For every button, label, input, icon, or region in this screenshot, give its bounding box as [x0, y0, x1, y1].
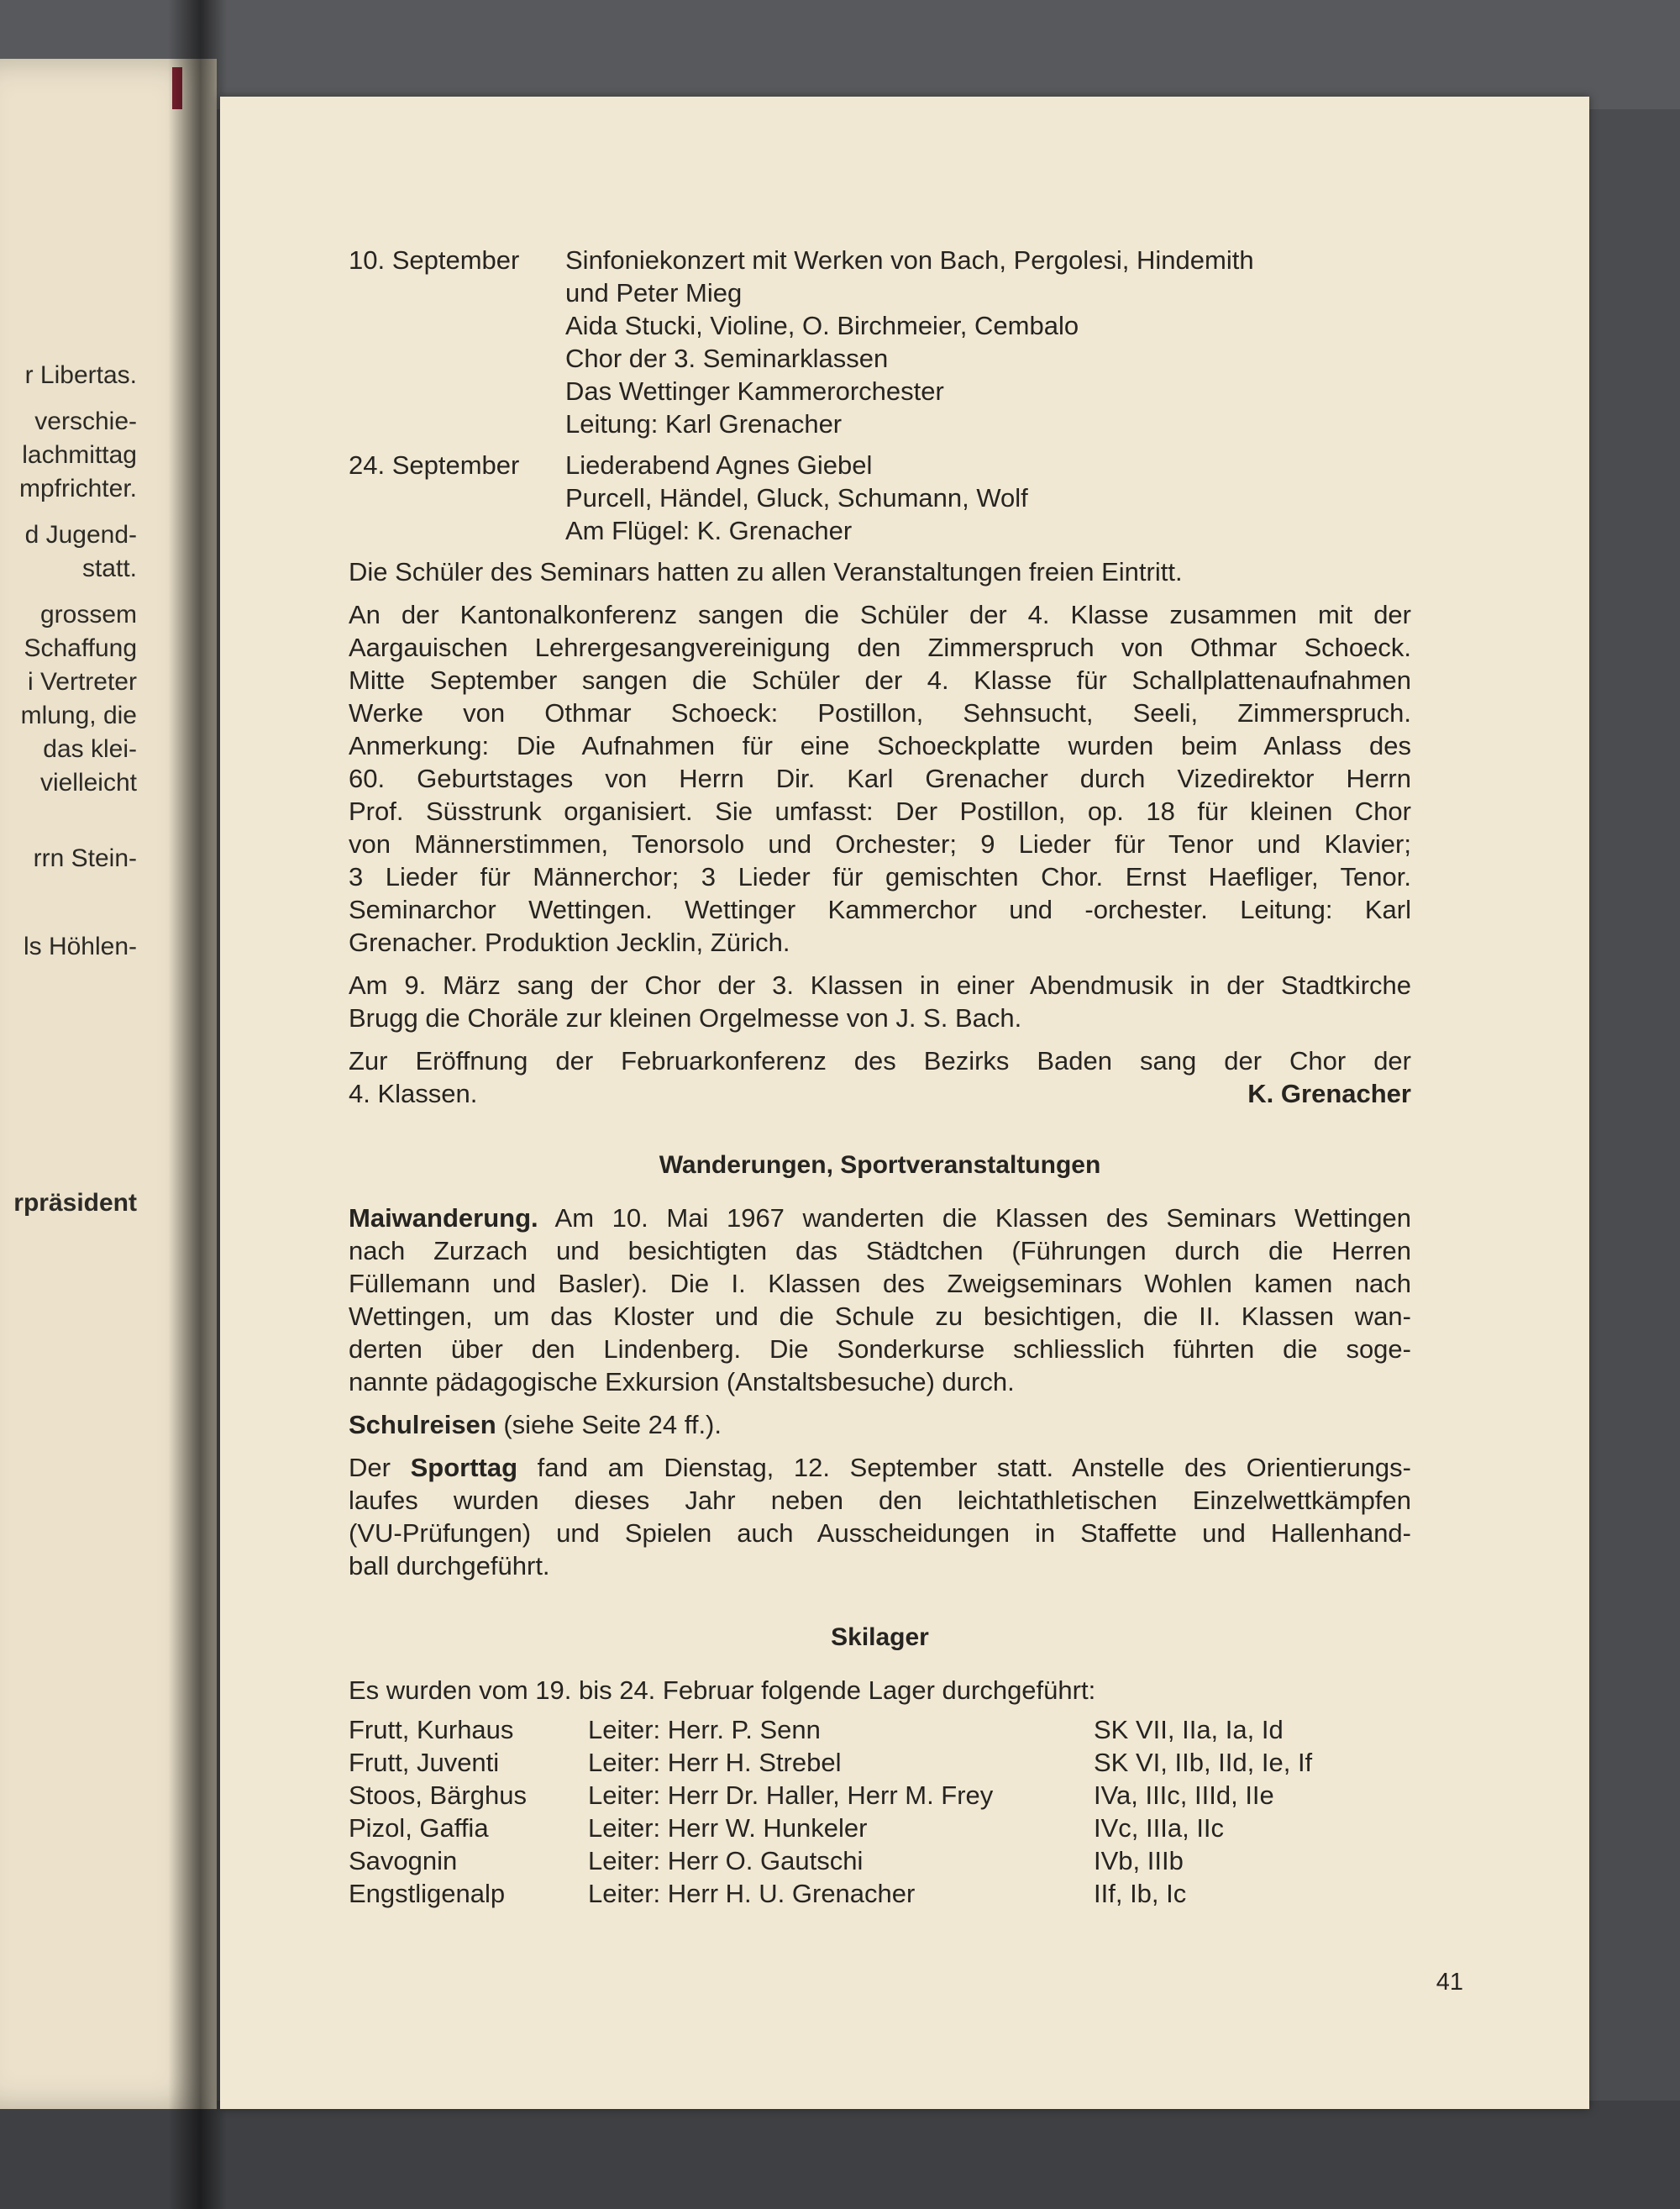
concert-line: Leitung: Karl Grenacher: [565, 409, 843, 439]
text-line: An der Kantonalkonferenz sangen die Schüler der 4. Klasse zusammen mit der: [349, 600, 1411, 629]
kantonalkonferenz-paragraph: [349, 598, 1411, 959]
text-line: Brugg die Choräle zur kleinen Orgelmesse von J. S. Bach.: [349, 1003, 1022, 1033]
camp-place: Pizol, Gaffia: [349, 1813, 489, 1843]
left-fragment: Schaffung: [24, 634, 137, 662]
sporttag-paragraph: [349, 1451, 1411, 1582]
camp-classes: IIf, Ib, Ic: [1094, 1879, 1187, 1908]
text-line: Anmerkung: Die Aufnahmen für eine Schoeckplatte wurden beim Anlass des: [349, 731, 1411, 760]
left-fragment-bold: rpräsident: [13, 1189, 137, 1217]
signature-line: [349, 1077, 1411, 1110]
left-fragment: das klei-: [43, 735, 137, 763]
text-line: Seminarchor Wettingen. Wettinger Kammerchor und -orchester. Leitung: Karl: [349, 895, 1411, 924]
concert-date: 24. September: [349, 450, 520, 480]
author-signature: K. Grenacher: [1247, 1079, 1411, 1108]
camp-classes: IVb, IIIb: [1094, 1846, 1184, 1875]
skilager-table: [349, 1713, 1411, 1910]
skilager-intro: Es wurden vom 19. bis 24. Februar folgende Lager durchgeführt:: [349, 1675, 1096, 1705]
text-line: 3 Lieder für Männerchor; 3 Lieder für gemischten Chor. Ernst Haefliger, Tenor.: [349, 862, 1411, 891]
text-fragment: fand am Dienstag, 12. September statt. Anstelle des Orientierungs-: [517, 1453, 1411, 1482]
text-line: nach Zurzach und besichtigten das Städtchen (Führungen durch die Herren: [349, 1236, 1411, 1265]
book-spine-shadow: [168, 0, 227, 2209]
concert-line: Das Wettinger Kammerorchester: [565, 376, 944, 406]
text-fragment: Am 10. Mai 1967 wanderten die Klassen des Seminars Wettingen: [538, 1203, 1411, 1233]
left-fragment: lachmittag: [22, 441, 137, 469]
concert-description: [565, 244, 1411, 440]
text-line: derten über den Lindenberg. Die Sonderkurse schliesslich führten die soge-: [349, 1334, 1411, 1364]
concert-line: Chor der 3. Seminarklassen: [565, 344, 889, 373]
main-page: [220, 97, 1589, 2109]
text-line: Werke von Othmar Schoeck: Postillon, Sehnsucht, Seeli, Zimmerspruch.: [349, 698, 1411, 728]
camp-leader: Leiter: Herr. P. Senn: [588, 1715, 821, 1744]
concert-entry: [349, 244, 1411, 440]
left-fragment: statt.: [81, 555, 137, 582]
camp-leader: Leiter: Herr H. Strebel: [588, 1748, 842, 1777]
camp-place: Engstligenalp: [349, 1879, 506, 1908]
text-line: [349, 1202, 1411, 1234]
text-line: nannte pädagogische Exkursion (Anstaltsbesuche) durch.: [349, 1367, 1015, 1396]
left-fragment: r Libertas.: [24, 361, 137, 389]
background-bottom: [0, 2101, 1680, 2209]
camp-leader: Leiter: Herr H. U. Grenacher: [588, 1879, 916, 1908]
text-line: Aargauischen Lehrergesangvereinigung den Zimmerspruch von Othmar Schoeck.: [349, 633, 1411, 662]
concert-line: und Peter Mieg: [565, 278, 743, 308]
camp-leader: Leiter: Herr Dr. Haller, Herr M. Frey: [588, 1780, 994, 1810]
text-line: [349, 1451, 1411, 1484]
sporttag-label: Sporttag: [410, 1453, 518, 1482]
concert-description: [565, 449, 1411, 547]
text-line: ball durchgeführt.: [349, 1551, 550, 1580]
camp-place: Frutt, Kurhaus: [349, 1715, 514, 1744]
camp-place: Stoos, Bärghus: [349, 1780, 527, 1810]
text-line: Prof. Süsstrunk organisiert. Sie umfasst: Der Postillon, op. 18 für kleinen Chor: [349, 797, 1411, 826]
maiwanderung-paragraph: [349, 1202, 1411, 1398]
concert-line: Purcell, Händel, Gluck, Schumann, Wolf: [565, 483, 1028, 513]
left-fragment: grossem: [39, 601, 137, 629]
concert-line: Liederabend Agnes Giebel: [565, 450, 873, 480]
text-fragment: Der: [349, 1453, 411, 1482]
concert-line: Am Flügel: K. Grenacher: [565, 516, 853, 545]
camp-classes: IVc, IIIa, IIc: [1094, 1813, 1225, 1843]
schulreisen-label: Schulreisen: [349, 1410, 496, 1439]
background-top: [0, 0, 1680, 109]
eroeffnung-paragraph: [349, 1044, 1411, 1110]
left-fragment: verschie-: [34, 408, 137, 435]
camp-leader: Leiter: Herr W. Hunkeler: [588, 1813, 868, 1843]
camp-classes: SK VII, IIa, Ia, Id: [1094, 1715, 1284, 1744]
concert-date: 10. September: [349, 245, 520, 275]
left-fragment: i Vertreter: [27, 668, 137, 696]
camp-classes: IVa, IIIc, IIId, IIe: [1094, 1780, 1274, 1810]
page-number: 41: [1436, 1969, 1463, 1996]
left-fragment: mpfrichter.: [18, 475, 137, 502]
text-line: laufes wurden dieses Jahr neben den leichtathletischen Einzelwettkämpfen: [349, 1486, 1411, 1515]
text-line: Mitte September sangen die Schüler der 4. Klasse für Schallplattenaufnahmen: [349, 665, 1411, 695]
text-line: Zur Eröffnung der Februarkonferenz des Bezirks Baden sang der Chor der: [349, 1046, 1411, 1076]
left-fragment: d Jugend-: [24, 521, 137, 549]
maiwanderung-label: Maiwanderung.: [349, 1203, 538, 1233]
maerz-paragraph: [349, 969, 1411, 1034]
page-content: [349, 244, 1411, 1910]
text-fragment: (siehe Seite 24 ff.).: [496, 1410, 722, 1439]
camp-classes: SK VI, IIb, IId, Ie, If: [1094, 1748, 1313, 1777]
left-fragment: vielleicht: [39, 769, 137, 797]
left-fragment: mlung, die: [20, 702, 137, 729]
text-line: Wettingen, um das Kloster und die Schule zu besichtigen, die II. Klassen wan-: [349, 1302, 1411, 1331]
text-line: 4. Klassen.: [349, 1079, 478, 1108]
section-heading-skilager: Skilager: [831, 1623, 929, 1651]
text-line: Grenacher. Produktion Jecklin, Zürich.: [349, 928, 790, 957]
camp-leader: Leiter: Herr O. Gautschi: [588, 1846, 864, 1875]
text-line: (VU-Prüfungen) und Spielen auch Ausscheidungen in Staffette und Hallenhand-: [349, 1518, 1411, 1548]
concert-line: Aida Stucki, Violine, O. Birchmeier, Cembalo: [565, 311, 1079, 340]
schulreisen-paragraph: [349, 1408, 1411, 1441]
section-heading-wanderungen: Wanderungen, Sportveranstaltungen: [659, 1151, 1101, 1179]
left-fragment: rrn Stein-: [33, 844, 137, 872]
text-line: Am 9. März sang der Chor der 3. Klassen in einer Abendmusik in der Stadtkirche: [349, 970, 1411, 1000]
concert-entry: [349, 449, 1411, 547]
text-line: Füllemann und Basler). Die I. Klassen des Zweigseminars Wohlen kamen nach: [349, 1269, 1411, 1298]
text-line: von Männerstimmen, Tenorsolo und Orchester; 9 Lieder für Tenor und Klavier;: [349, 829, 1411, 859]
free-entry-paragraph: Die Schüler des Seminars hatten zu allen Veranstaltungen freien Eintritt.: [349, 557, 1183, 586]
text-line: 60. Geburtstages von Herrn Dir. Karl Grenacher durch Vizedirektor Herrn: [349, 764, 1411, 793]
concert-line: Sinfoniekonzert mit Werken von Bach, Pergolesi, Hindemith: [565, 245, 1254, 275]
left-fragment: ls Höhlen-: [23, 933, 137, 960]
camp-place: Frutt, Juventi: [349, 1748, 500, 1777]
camp-place: Savognin: [349, 1846, 458, 1875]
